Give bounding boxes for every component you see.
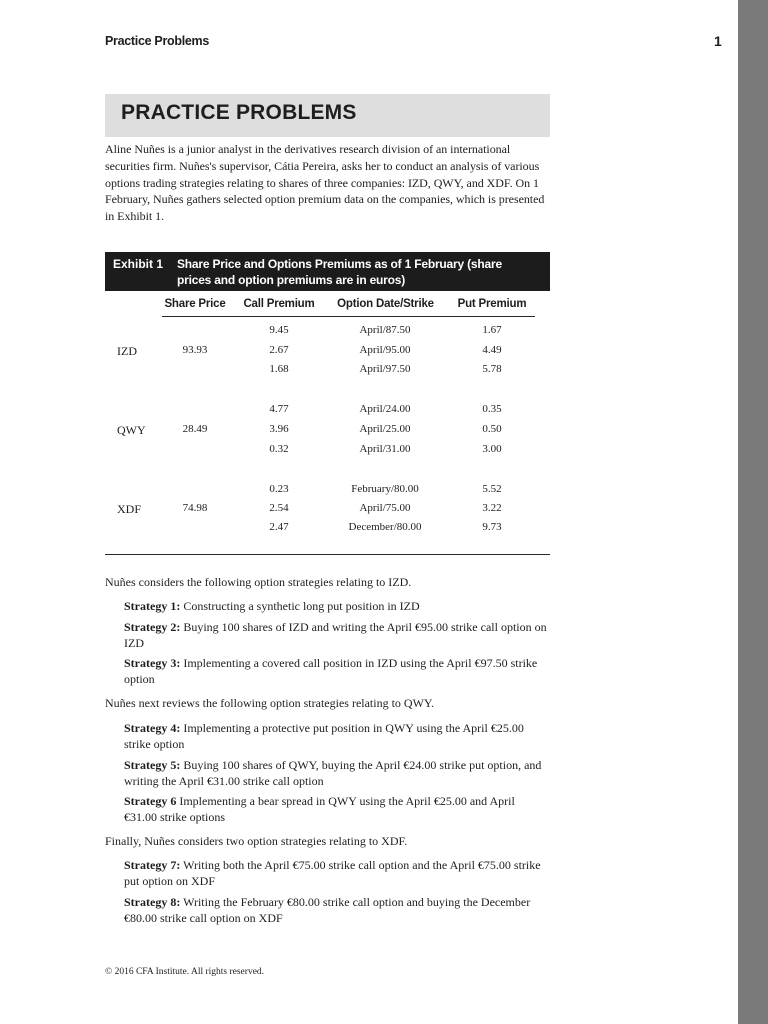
paragraph-qwy: Nuñes next reviews the following option strategies relating to QWY.	[105, 696, 435, 710]
put-premium-cell: 1.67	[482, 324, 502, 336]
paragraph-izd: Nuñes considers the following option strategies relating to IZD.	[105, 575, 412, 589]
call-premium-cell: 9.45	[269, 324, 289, 336]
strategy-text: Constructing a synthetic long put position in IZD	[180, 599, 420, 613]
option-cell: April/97.50	[359, 363, 411, 375]
put-premium-cell: 5.78	[482, 363, 502, 375]
col-header-option-date-strike: Option Date/Strike	[337, 298, 434, 310]
strategy-text: Implementing a bear spread in QWY using the April €25.00 and April €31.00 strike options	[124, 794, 515, 824]
call-premium-cell: 2.54	[269, 502, 289, 514]
strategy-text: Implementing a covered call position in IZD using the April €97.50 strike option	[124, 656, 538, 686]
strategy-label: Strategy 6	[124, 794, 177, 808]
share-price-qwy: 28.49	[182, 423, 208, 435]
company-qwy: QWY	[117, 423, 146, 437]
running-head: Practice Problems	[105, 34, 209, 48]
option-cell: April/95.00	[359, 344, 411, 356]
call-premium-cell: 0.32	[269, 443, 289, 455]
section-banner	[105, 94, 550, 137]
strategy-6	[124, 793, 549, 825]
strategy-text: Implementing a protective put position in QWY using the April €25.00 strike option	[124, 721, 524, 751]
strategy-text: Buying 100 shares of IZD and writing the April €95.00 strike call option on IZD	[124, 620, 547, 650]
option-cell: April/25.00	[359, 423, 411, 435]
header-rule	[162, 316, 535, 317]
call-premium-cell: 0.23	[269, 483, 289, 495]
section-title: PRACTICE PROBLEMS	[121, 101, 357, 124]
call-premium-cell: 2.67	[269, 344, 289, 356]
put-premium-cell: 3.22	[482, 502, 502, 514]
option-cell: February/80.00	[351, 483, 419, 495]
col-header-call-premium: Call Premium	[243, 298, 315, 310]
option-cell: April/75.00	[359, 502, 411, 514]
strategy-label: Strategy 2:	[124, 620, 181, 634]
copyright-footer: © 2016 CFA Institute. All rights reserved.	[105, 967, 265, 977]
strategy-4	[124, 720, 549, 752]
strategy-2	[124, 619, 549, 651]
option-cell: April/31.00	[359, 443, 411, 455]
put-premium-cell: 4.49	[482, 344, 502, 356]
page-number: 1	[714, 33, 722, 49]
exhibit-label: Exhibit 1	[113, 257, 164, 271]
put-premium-cell: 0.50	[482, 423, 502, 435]
company-xdf: XDF	[117, 502, 142, 516]
strategy-label: Strategy 3:	[124, 656, 181, 670]
company-izd: IZD	[117, 344, 137, 358]
share-price-izd: 93.93	[182, 344, 208, 356]
scrollbar[interactable]	[738, 0, 768, 1024]
strategy-8	[124, 894, 549, 926]
call-premium-cell: 1.68	[269, 363, 289, 375]
strategy-label: Strategy 7:	[124, 858, 181, 872]
put-premium-cell: 0.35	[482, 403, 502, 415]
put-premium-cell: 5.52	[482, 483, 502, 495]
strategy-1	[124, 598, 549, 614]
call-premium-cell: 2.47	[269, 521, 289, 533]
option-cell: April/87.50	[359, 324, 411, 336]
intro-paragraph: Aline Nuñes is a junior analyst in the derivatives research division of an international securities firm. Nuñes's supervisor, Cátia Pereira, asks her to conduct an analysis of various options trading strategies relating to shares of three companies: IZD, QWY, and XDF. On 1 February, Nuñes gathers selected option premium data on the companies, which is presented in Exhibit 1.	[105, 142, 545, 224]
strategy-text: Writing the February €80.00 strike call option and buying the December €80.00 strike call option on XDF	[124, 895, 531, 925]
share-price-xdf: 74.98	[182, 502, 208, 514]
exhibit-title: Share Price and Options Premiums as of 1 February (share prices and option premiums are in euros)	[177, 257, 502, 287]
col-header-share-price: Share Price	[164, 298, 226, 310]
strategy-3	[124, 655, 549, 687]
col-header-put-premium: Put Premium	[457, 298, 527, 310]
strategy-text: Writing both the April €75.00 strike call option and the April €75.00 strike put option on XDF	[124, 858, 541, 888]
option-cell: December/80.00	[348, 521, 422, 533]
strategy-label: Strategy 8:	[124, 895, 181, 909]
strategy-text: Buying 100 shares of QWY, buying the April €24.00 strike put option, and writing the April €31.00 strike call option	[124, 758, 542, 788]
strategy-7	[124, 857, 549, 889]
strategy-label: Strategy 5:	[124, 758, 181, 772]
paragraph-xdf: Finally, Nuñes considers two option strategies relating to XDF.	[105, 834, 408, 848]
put-premium-cell: 3.00	[482, 443, 502, 455]
table-bottom-rule	[105, 554, 550, 555]
put-premium-cell: 9.73	[482, 521, 502, 533]
strategy-label: Strategy 1:	[124, 599, 181, 613]
call-premium-cell: 4.77	[269, 403, 289, 415]
strategy-5	[124, 757, 549, 789]
strategy-label: Strategy 4:	[124, 721, 181, 735]
option-cell: April/24.00	[359, 403, 411, 415]
exhibit-header	[105, 252, 550, 291]
call-premium-cell: 3.96	[269, 423, 289, 435]
